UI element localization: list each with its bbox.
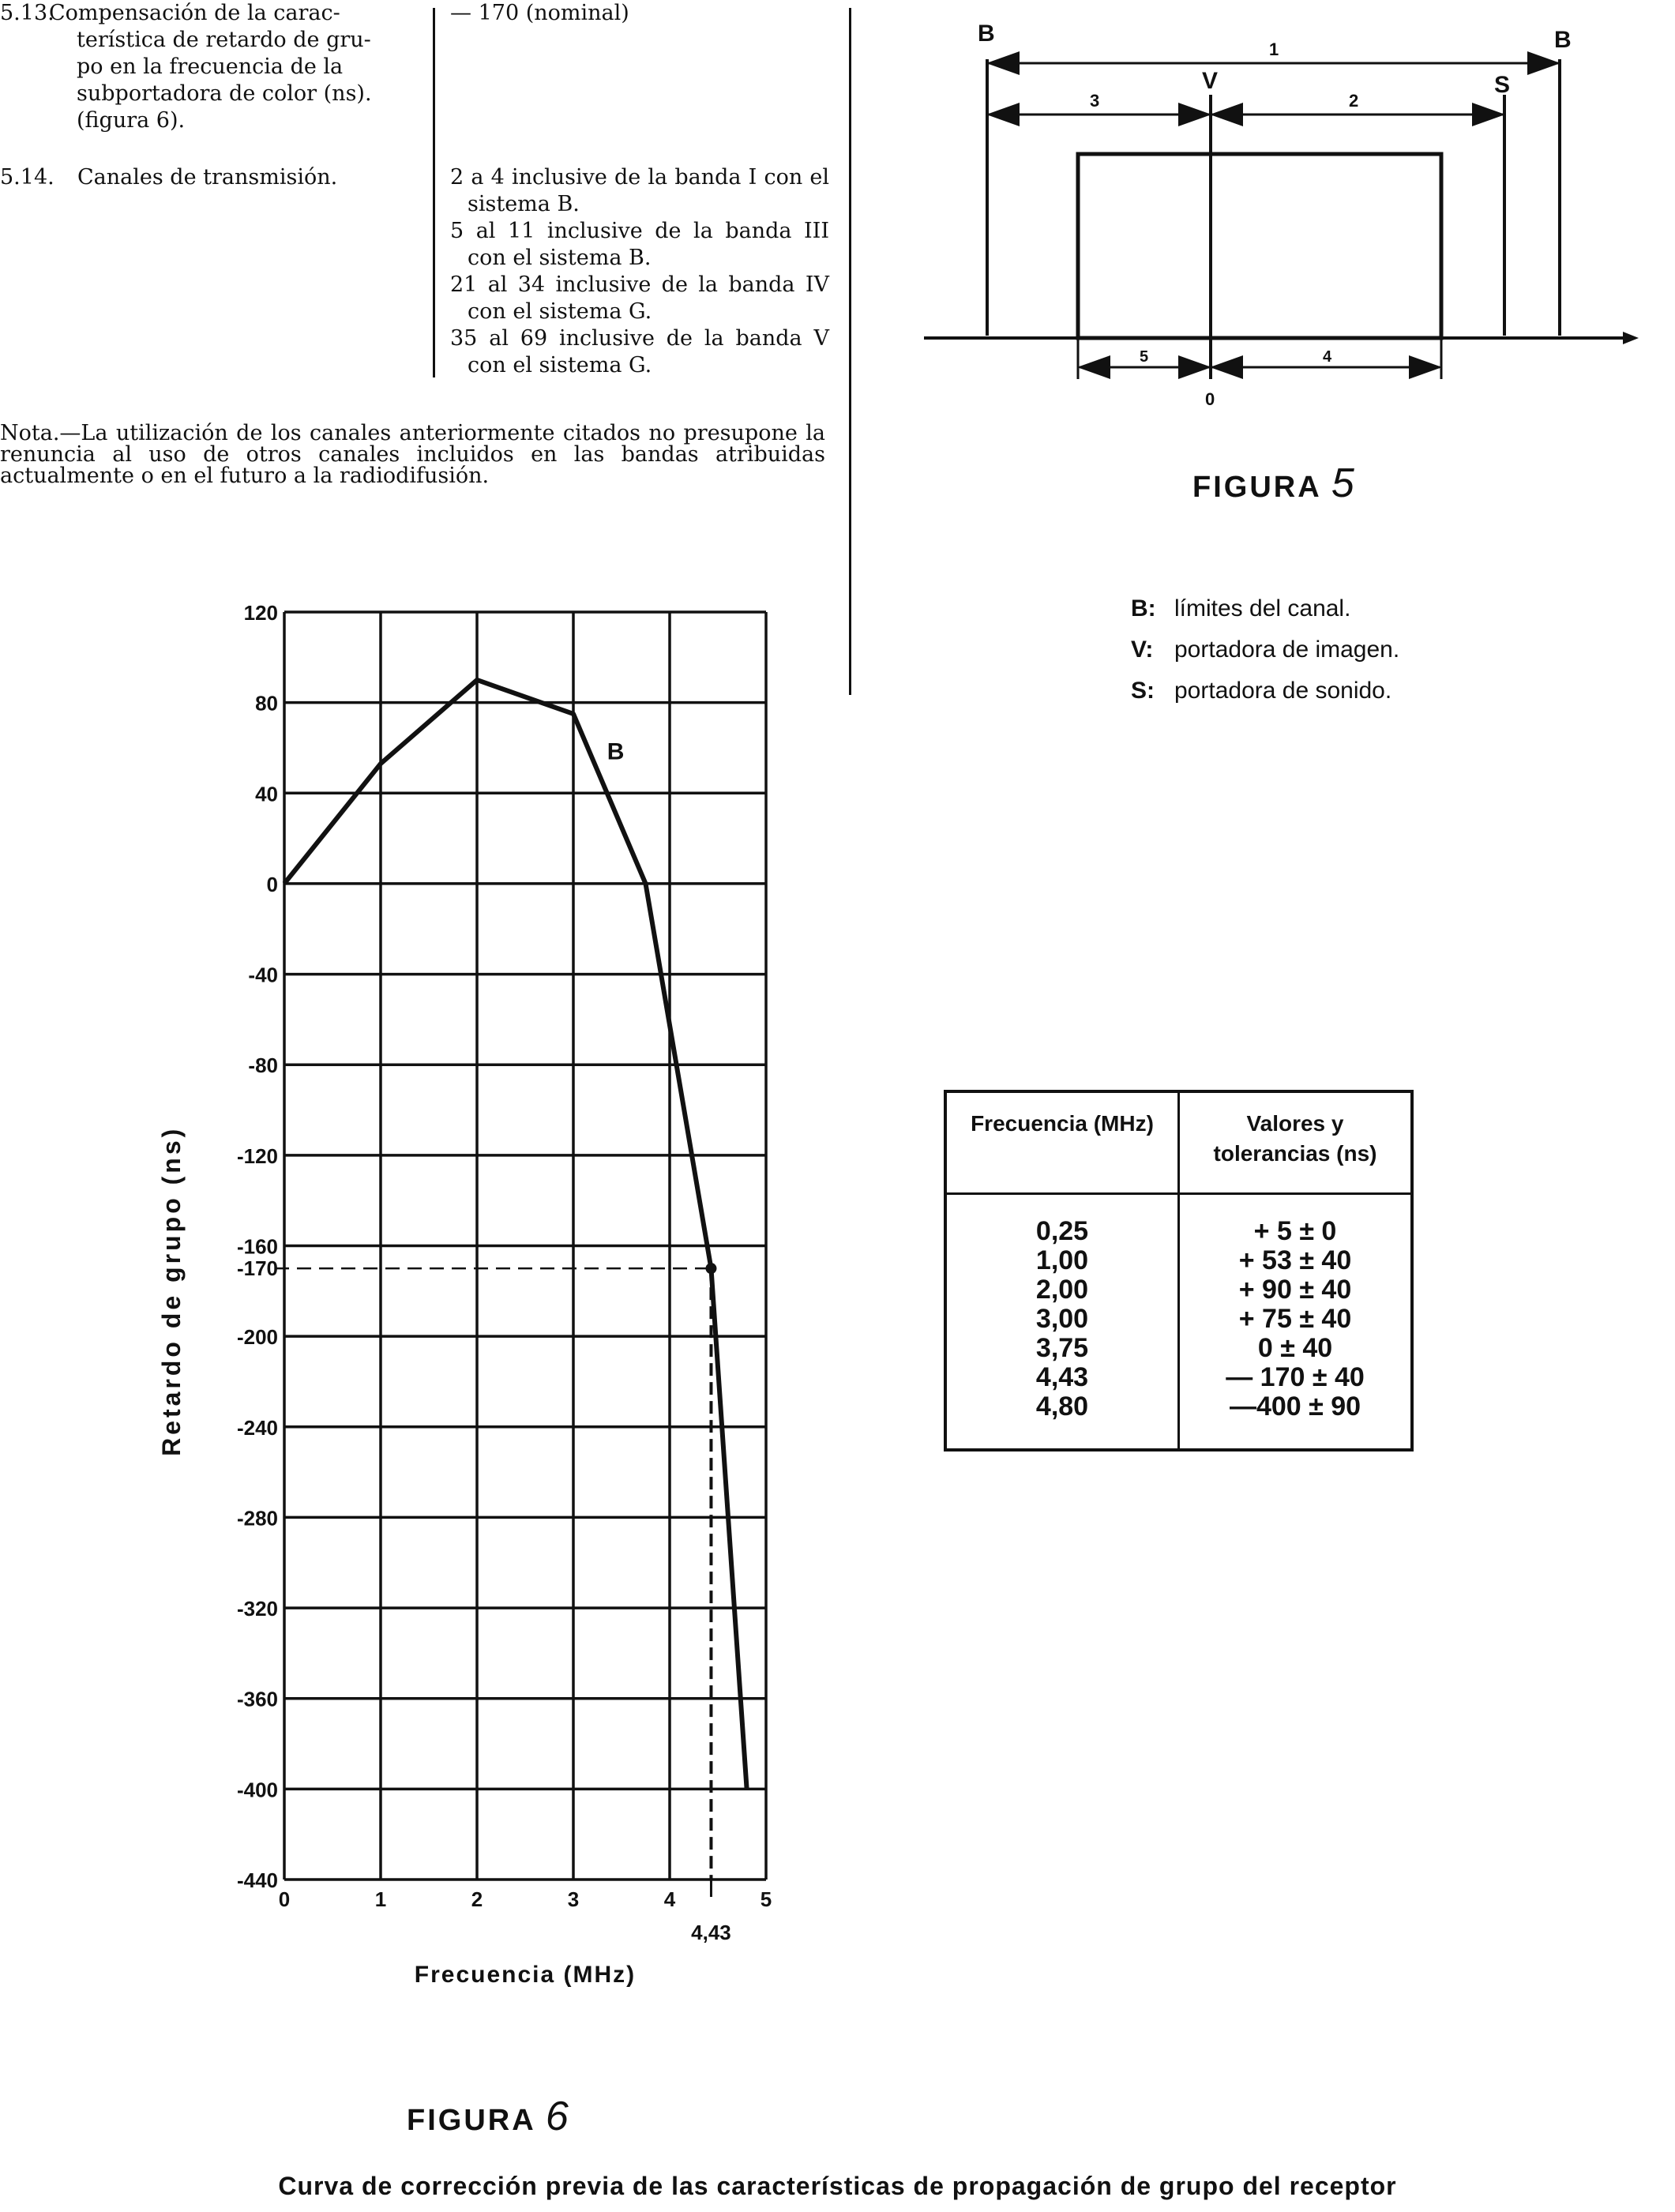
value-line: 5 al 11 inclusive de la banda III con el sistema B. <box>450 219 829 270</box>
label-s: S <box>1494 72 1511 98</box>
table-cell: + 75 ± 40 <box>1179 1305 1413 1334</box>
series-line <box>284 680 747 1789</box>
label-v: V <box>1202 68 1219 94</box>
y-tick-label: -120 <box>236 1144 278 1168</box>
marker-y-label: -170 <box>236 1256 278 1281</box>
table-row <box>945 1363 1412 1392</box>
x-tick-label: 3 <box>567 1887 580 1911</box>
legend-key: B: <box>1131 595 1156 622</box>
figure-6-description: Curva de corrección previa de las características de propagación de grupo del receptor <box>278 2172 1397 2200</box>
item-label: Canales de transmisión. <box>77 165 338 190</box>
item-label <box>49 0 372 134</box>
item-number: 5.14. <box>0 165 54 190</box>
figure-6-chart <box>142 600 821 2077</box>
caption-number: 5 <box>1331 460 1357 506</box>
table-cell: + 53 ± 40 <box>1179 1246 1413 1275</box>
caption-prefix: FIGURA <box>1192 471 1321 504</box>
table-row <box>945 1392 1412 1450</box>
label-dim-4: 4 <box>1323 348 1332 366</box>
value-line: — 170 (nominal) <box>450 1 629 25</box>
label-line: (figura 6). <box>77 108 186 133</box>
y-tick-label: 120 <box>243 601 278 625</box>
label-dim-1: 1 <box>1269 39 1279 59</box>
legend-key: V: <box>1131 637 1154 663</box>
table-cell: + 5 ± 0 <box>1179 1194 1413 1247</box>
y-axis-label: Retardo de grupo (ns) <box>157 1125 186 1456</box>
table-cell: + 90 ± 40 <box>1179 1275 1413 1305</box>
table-cell: 4,43 <box>945 1363 1179 1392</box>
legend-desc: portadora de sonido. <box>1174 678 1392 704</box>
table-cell: 0,25 <box>945 1194 1179 1247</box>
figure-6-caption <box>407 2093 571 2140</box>
y-tick-label: -80 <box>248 1053 278 1078</box>
label-b-right: B <box>1554 27 1572 53</box>
legend-item-v <box>1131 629 1399 670</box>
value-line: 35 al 69 inclusive de la banda V con el sistema G. <box>450 326 829 377</box>
label-b-left: B <box>978 21 995 47</box>
y-tick-label: -360 <box>236 1687 278 1711</box>
label-dim-2: 2 <box>1349 91 1359 111</box>
value-line: 2 a 4 inclusive de la banda I con el sistema B. <box>450 165 829 216</box>
table-cell: 0 ± 40 <box>1179 1334 1413 1363</box>
y-tick-label: -240 <box>236 1415 278 1440</box>
label-dim-3: 3 <box>1090 91 1100 111</box>
x-tick-label: 4 <box>663 1887 676 1911</box>
passband-rect <box>1078 154 1441 338</box>
y-tick-label: -200 <box>236 1325 278 1350</box>
table-row <box>945 1194 1412 1247</box>
y-tick-label: 80 <box>255 691 278 715</box>
x-tick-label: 5 <box>760 1887 772 1911</box>
table-row <box>945 1305 1412 1334</box>
label-line: terística de retardo de gru- <box>77 28 371 52</box>
caption-number: 6 <box>545 2094 571 2139</box>
series-label: B <box>607 738 625 765</box>
y-tick-label: -320 <box>236 1597 278 1621</box>
value-line: 21 al 34 inclusive de la banda IV con el sistema G. <box>450 272 829 324</box>
table-header-frecuencia: Frecuencia (MHz) <box>945 1091 1179 1194</box>
x-tick-label: 1 <box>374 1887 387 1911</box>
item-number: 5.13. <box>0 1 54 25</box>
marker-x-label: 4,43 <box>691 1921 731 1944</box>
legend-desc: límites del canal. <box>1174 595 1351 622</box>
data-point <box>705 1263 716 1274</box>
x-tick-label: 2 <box>471 1887 483 1911</box>
table-cell: 3,00 <box>945 1305 1179 1334</box>
page-divider <box>849 8 851 695</box>
y-tick-label: -400 <box>236 1778 278 1802</box>
table-row <box>945 1275 1412 1305</box>
table-cell: —400 ± 90 <box>1179 1392 1413 1450</box>
table-cell: 1,00 <box>945 1246 1179 1275</box>
y-tick-label: 40 <box>255 782 278 806</box>
label-zero: 0 <box>1205 389 1215 409</box>
table-header-valores: Valores y tolerancias (ns) <box>1179 1091 1413 1194</box>
legend-item-b <box>1131 588 1399 629</box>
column-divider <box>433 8 435 377</box>
y-tick-label: -280 <box>236 1506 278 1530</box>
legend-item-s <box>1131 670 1399 712</box>
y-tick-label: -440 <box>236 1868 278 1892</box>
table-cell: 4,80 <box>945 1392 1179 1450</box>
table-row <box>945 1246 1412 1275</box>
x-tick-label: 0 <box>278 1887 291 1911</box>
label-line: subportadora de color (ns). <box>77 81 372 106</box>
y-tick-label: -160 <box>236 1234 278 1259</box>
label-line: po en la frecuencia de la <box>77 54 344 79</box>
table-cell: 2,00 <box>945 1275 1179 1305</box>
legend-key: S: <box>1131 678 1155 704</box>
frequency-table <box>944 1090 1414 1452</box>
y-tick-label: 0 <box>266 872 278 896</box>
table-row <box>945 1334 1412 1363</box>
label-dim-5: 5 <box>1140 348 1149 366</box>
figure-5-legend <box>1131 588 1399 712</box>
legend-desc: portadora de imagen. <box>1174 637 1400 663</box>
item-value <box>450 164 829 379</box>
table-cell: 3,75 <box>945 1334 1179 1363</box>
table-cell: — 170 ± 40 <box>1179 1363 1413 1392</box>
axis-arrow <box>1623 332 1639 344</box>
caption-prefix: FIGURA <box>407 2104 535 2137</box>
label-line: Compensación de la carac- <box>49 1 340 25</box>
y-tick-label: -40 <box>248 963 278 987</box>
figure-5-caption <box>1192 460 1357 507</box>
item-value <box>450 0 829 27</box>
nota-paragraph: Nota.—La utilización de los canales anteriormente citados no presupone la renuncia al uso de otros canales incluidos en las bandas atribuidas actualmente o en el futuro a la radiodifusión. <box>0 421 825 488</box>
x-axis-label: Frecuencia (MHz) <box>414 1962 637 1988</box>
figure-5-diagram <box>916 16 1643 426</box>
